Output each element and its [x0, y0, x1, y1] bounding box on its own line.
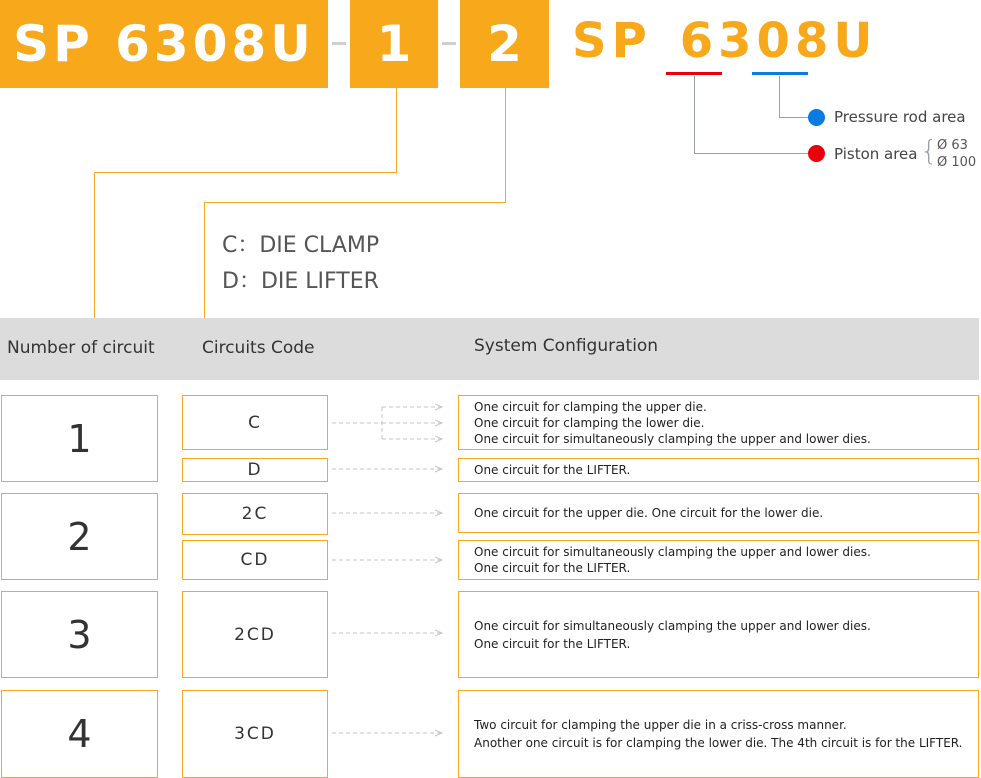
row-1-number: 1	[67, 416, 92, 461]
row-1-d-config	[458, 458, 979, 482]
config-line: One circuit for the LIFTER.	[474, 636, 631, 651]
model-rod-part: 08U	[756, 13, 878, 69]
row-4-code-3cd: 3CD	[234, 724, 276, 744]
config-line: One circuit for the upper die. One circuit for the lower die.	[474, 506, 824, 520]
row-1-code-c: C	[248, 412, 262, 433]
config-line: One circuit for simultaneously clamping the upper and lower dies.	[474, 545, 871, 559]
piston-area-label: Piston area	[834, 145, 918, 163]
row-1-code-c-cell	[182, 395, 328, 450]
row-3-code-2cd: 2CD	[234, 624, 276, 645]
row-2-code-2c-cell	[182, 493, 328, 535]
piston-size-63: Ø 63	[937, 138, 968, 153]
code-definition-c: C：DIE CLAMP	[222, 233, 380, 258]
row-4-code-3cd-cell	[182, 690, 328, 778]
config-line: One circuit for the LIFTER.	[474, 561, 631, 575]
model-piston-part: 63	[679, 13, 757, 69]
row-2-number-cell	[1, 493, 158, 580]
row-2-code-cd: CD	[240, 550, 270, 570]
circuit-code-code: 2	[487, 15, 522, 73]
row-2-code-2c: 2C	[241, 504, 269, 524]
row-1-code-d-cell	[182, 458, 328, 482]
row-3-2cd-config	[458, 591, 979, 678]
row-2-cd-config	[458, 540, 979, 580]
config-line: One circuit for clamping the upper die.	[474, 399, 707, 414]
brace-icon: {	[920, 134, 938, 167]
series-code: SP 6308U	[13, 15, 315, 73]
circuit-number-code: 1	[376, 15, 412, 73]
code-definition-d: D：DIE LIFTER	[222, 269, 379, 294]
config-line: One circuit for simultaneously clamping the upper and lower dies.	[474, 431, 871, 446]
row-4-3cd-config	[458, 690, 979, 778]
config-line: One circuit for simultaneously clamping the upper and lower dies.	[474, 618, 871, 633]
row-2-code-cd-cell	[182, 540, 328, 580]
row-2-2c-config	[458, 493, 979, 533]
row-4-number-cell	[1, 690, 158, 778]
config-line: Two circuit for clamping the upper die in a criss-cross manner.	[474, 718, 847, 732]
row-4-number: 4	[67, 712, 92, 756]
config-line: Another one circuit is for clamping the lower die. The 4th circuit is for the LIFTER.	[474, 736, 963, 750]
config-line: One circuit for clamping the lower die.	[474, 415, 705, 430]
row-1-number-cell	[1, 395, 158, 482]
header-system-configuration: System Configuration	[474, 336, 659, 356]
header-circuits-code: Circuits Code	[202, 338, 315, 358]
header-number-of-circuit: Number of circuit	[7, 338, 155, 358]
row-1-c-config	[458, 395, 979, 450]
model-prefix: SP	[572, 13, 652, 69]
pressure-rod-label: Pressure rod area	[834, 108, 966, 126]
piston-size-100: Ø 100	[937, 155, 977, 170]
row-3-number-cell	[1, 591, 158, 678]
row-3-code-2cd-cell	[182, 591, 328, 678]
row-1-code-d: D	[247, 460, 263, 480]
row-2-number: 2	[67, 514, 92, 559]
row-3-number: 3	[67, 612, 92, 657]
config-line: One circuit for the LIFTER.	[474, 463, 631, 477]
